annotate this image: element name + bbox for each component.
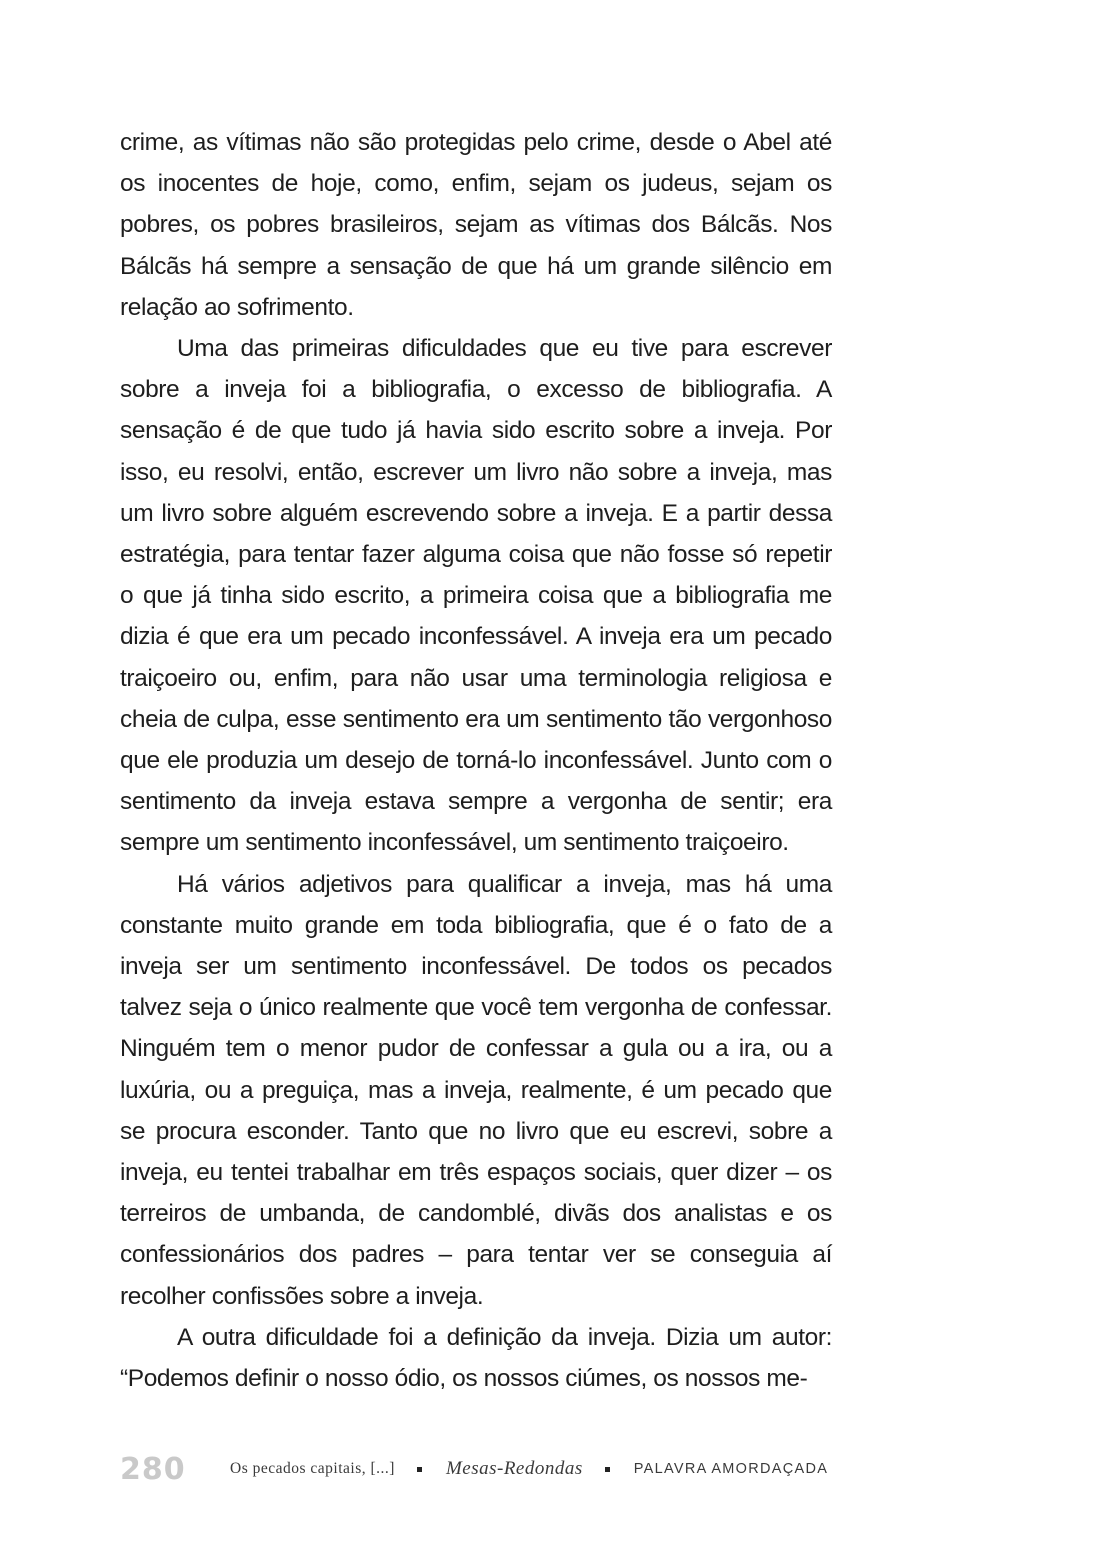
separator-bullet-icon: [605, 1467, 610, 1472]
paragraph-4: A outra dificuldade foi a definição da inveja. Dizia um autor: “Podemos definir o nosso ódio, os nossos ciúmes, os nossos me-: [120, 1323, 832, 1393]
book-title: Os pecados capitais, [...]: [230, 1460, 395, 1477]
page-number: 280: [120, 1451, 186, 1487]
body-text: [120, 122, 832, 1399]
collection-title: PALAVRA AMORDAÇADA: [633, 1461, 829, 1477]
separator-bullet-icon: [417, 1467, 422, 1472]
paragraph-1: crime, as vítimas não são protegidas pelo crime, desde o Abel até os inocentes de hoje, como, enfim, sejam os judeus, sejam os pobres, os pobres brasileiros, sejam as vítimas dos Bálcãs. Nos Bálcãs há sempre a sensação de que há um grande silêncio em relação ao sofrimento.: [120, 129, 832, 321]
running-footer: [120, 1446, 835, 1492]
paragraph-2: Uma das primeiras dificuldades que eu tive para escrever sobre a inveja foi a bibliografia, o excesso de bibliografia. A sensação é de que tudo já havia sido escrito sobre a inveja. Por isso, eu resolvi, então, escrever um livro não sobre a inveja, mas um livro sobre alguém escrevendo sobre a inveja. E a partir dessa estratégia, para tentar fazer alguma coisa que não fosse só repetir o que já tinha sido escrito, a primeira coisa que a bibliografia me dizia é que era um pecado inconfessável. A inveja era um pecado traiçoeiro ou, enfim, para não usar uma terminologia religiosa e cheia de culpa, esse sentimento era um sentimento tão vergonhoso que ele produzia um desejo de torná-lo inconfessável. Junto com o sentimento da inveja estava sempre a vergonha de sentir; era sempre um sentimento inconfessável, um sentimento traiçoeiro.: [120, 335, 832, 857]
paragraph-3: Há vários adjetivos para qualificar a inveja, mas há uma constante muito grande em toda bibliografia, que é o fato de a inveja ser um sentimento inconfessável. De todos os pecados talvez seja o único realmente que você tem vergonha de confessar. Ninguém tem o menor pudor de confessar a gula ou a ira, ou a luxúria, ou a preguiça, mas a inveja, realmente, é um pecado que se procura esconder. Tanto que no livro que eu escrevi, sobre a inveja, eu tentei trabalhar em três espaços sociais, quer dizer – os terreiros de umbanda, de candomblé, divãs dos analistas e os confessionários dos padres – para tentar ver se conseguia aí recolher confissões sobre a inveja.: [120, 870, 832, 1310]
series-title: Mesas-Redondas: [445, 1458, 583, 1479]
